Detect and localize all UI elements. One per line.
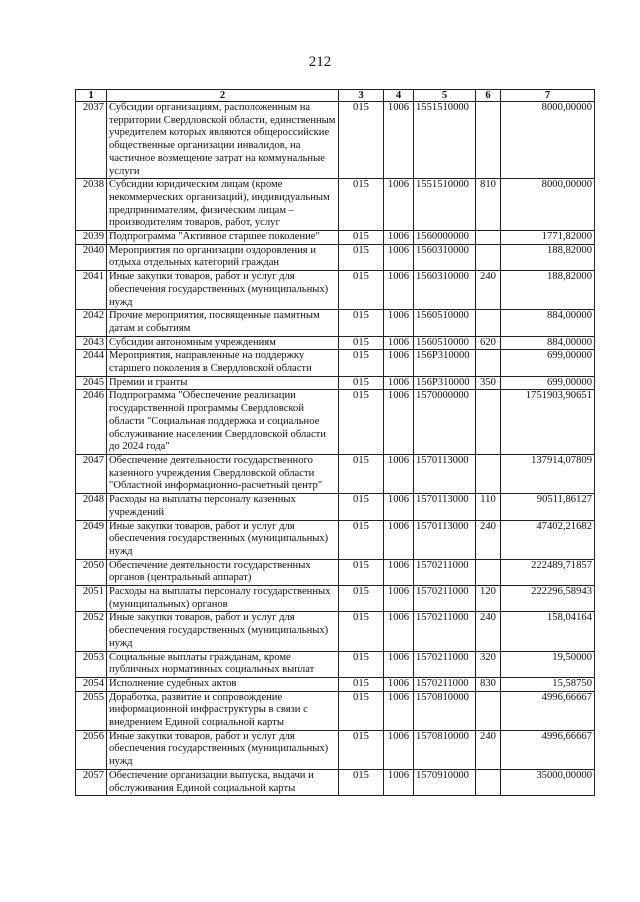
table-row	[76, 651, 595, 677]
row-amount: 699,00000	[501, 376, 595, 390]
row-expense-type: 810	[476, 179, 501, 231]
row-name: Иные закупки товаров, работ и услуг для обеспечения государственных (муниципальных) нужд	[107, 730, 339, 769]
row-ministry-code: 015	[339, 559, 384, 585]
row-number: 2048	[76, 494, 107, 520]
row-section-code: 1006	[384, 390, 414, 455]
row-expense-type	[476, 390, 501, 455]
row-target-code: 1570000000	[414, 390, 476, 455]
header-col-5: 5	[414, 90, 476, 102]
row-number: 2042	[76, 310, 107, 336]
row-name: Подпрограмма "Обеспечение реализации государственной программы Свердловской области "Социальная поддержка и социальное обслуживание населения Свердловской области до 2024 года"	[107, 390, 339, 455]
row-number: 2046	[76, 390, 107, 455]
row-target-code: 1560510000	[414, 336, 476, 350]
row-amount: 884,00000	[501, 336, 595, 350]
row-target-code: 1560510000	[414, 310, 476, 336]
row-amount: 19,50000	[501, 651, 595, 677]
row-number: 2052	[76, 612, 107, 651]
table-row	[76, 520, 595, 559]
table-row	[76, 586, 595, 612]
row-amount: 8000,00000	[501, 102, 595, 179]
table-row	[76, 494, 595, 520]
row-ministry-code: 015	[339, 730, 384, 769]
header-col-3: 3	[339, 90, 384, 102]
row-expense-type	[476, 310, 501, 336]
row-amount: 884,00000	[501, 310, 595, 336]
row-number: 2050	[76, 559, 107, 585]
row-section-code: 1006	[384, 677, 414, 691]
row-number: 2043	[76, 336, 107, 350]
row-ministry-code: 015	[339, 336, 384, 350]
row-name: Мероприятия, направленные на поддержку старшего поколения в Свердловской области	[107, 350, 339, 376]
row-expense-type: 350	[476, 376, 501, 390]
row-name: Расходы на выплаты персоналу государственных (муниципальных) органов	[107, 586, 339, 612]
row-ministry-code: 015	[339, 231, 384, 245]
table-row	[76, 244, 595, 270]
row-name: Иные закупки товаров, работ и услуг для обеспечения государственных (муниципальных) нужд	[107, 271, 339, 310]
table-row	[76, 691, 595, 730]
table-row	[76, 376, 595, 390]
row-target-code: 1570211000	[414, 586, 476, 612]
row-ministry-code: 015	[339, 350, 384, 376]
row-ministry-code: 015	[339, 390, 384, 455]
row-name: Обеспечение деятельности государственного казенного учреждения Свердловской области "Областной информационно-расчетный центр"	[107, 454, 339, 493]
row-ministry-code: 015	[339, 691, 384, 730]
row-name: Мероприятия по организации оздоровления и отдыха отдельных категорий граждан	[107, 244, 339, 270]
table-row	[76, 559, 595, 585]
row-target-code: 1570211000	[414, 651, 476, 677]
row-section-code: 1006	[384, 179, 414, 231]
row-name: Иные закупки товаров, работ и услуг для обеспечения государственных (муниципальных) нужд	[107, 520, 339, 559]
row-ministry-code: 015	[339, 310, 384, 336]
row-name: Обеспечение деятельности государственных органов (центральный аппарат)	[107, 559, 339, 585]
row-section-code: 1006	[384, 231, 414, 245]
table-row	[76, 730, 595, 769]
row-ministry-code: 015	[339, 651, 384, 677]
row-expense-type	[476, 559, 501, 585]
row-expense-type: 830	[476, 677, 501, 691]
row-target-code: 1570113000	[414, 454, 476, 493]
row-target-code: 1551510000	[414, 102, 476, 179]
row-ministry-code: 015	[339, 179, 384, 231]
table-row	[76, 102, 595, 179]
table-row	[76, 454, 595, 493]
row-name: Исполнение судебных актов	[107, 677, 339, 691]
row-name: Социальные выплаты гражданам, кроме публичных нормативных социальных выплат	[107, 651, 339, 677]
table-row	[76, 271, 595, 310]
row-expense-type: 620	[476, 336, 501, 350]
row-amount: 1771,82000	[501, 231, 595, 245]
row-ministry-code: 015	[339, 244, 384, 270]
table-row	[76, 310, 595, 336]
row-number: 2038	[76, 179, 107, 231]
row-section-code: 1006	[384, 336, 414, 350]
row-target-code: 156P310000	[414, 376, 476, 390]
row-ministry-code: 015	[339, 612, 384, 651]
row-expense-type	[476, 231, 501, 245]
row-amount: 158,04164	[501, 612, 595, 651]
row-number: 2055	[76, 691, 107, 730]
row-name: Премии и гранты	[107, 376, 339, 390]
row-target-code: 1570810000	[414, 691, 476, 730]
row-section-code: 1006	[384, 559, 414, 585]
header-col-4: 4	[384, 90, 414, 102]
row-amount: 137914,07809	[501, 454, 595, 493]
row-number: 2044	[76, 350, 107, 376]
row-name: Прочие мероприятия, посвященные памятным датам и событиям	[107, 310, 339, 336]
row-amount: 222489,71857	[501, 559, 595, 585]
row-number: 2051	[76, 586, 107, 612]
table-row	[76, 336, 595, 350]
row-number: 2039	[76, 231, 107, 245]
row-section-code: 1006	[384, 730, 414, 769]
table-row	[76, 390, 595, 455]
row-amount: 15,58750	[501, 677, 595, 691]
row-section-code: 1006	[384, 244, 414, 270]
row-ministry-code: 015	[339, 586, 384, 612]
row-number: 2040	[76, 244, 107, 270]
row-number: 2057	[76, 769, 107, 795]
row-name: Доработка, развитие и сопровождение информационной инфраструктуры в связи с внедрением Единой социальной карты	[107, 691, 339, 730]
row-amount: 35000,00000	[501, 769, 595, 795]
row-amount: 222296,58943	[501, 586, 595, 612]
row-expense-type: 240	[476, 520, 501, 559]
row-target-code: 1570211000	[414, 559, 476, 585]
row-section-code: 1006	[384, 376, 414, 390]
row-number: 2047	[76, 454, 107, 493]
row-target-code: 1560000000	[414, 231, 476, 245]
table-row	[76, 769, 595, 795]
row-section-code: 1006	[384, 769, 414, 795]
row-number: 2037	[76, 102, 107, 179]
row-section-code: 1006	[384, 102, 414, 179]
row-expense-type	[476, 691, 501, 730]
header-row	[76, 90, 595, 102]
row-amount: 699,00000	[501, 350, 595, 376]
header-col-2: 2	[107, 90, 339, 102]
row-name: Субсидии автономным учреждениям	[107, 336, 339, 350]
row-amount: 1751903,90651	[501, 390, 595, 455]
row-ministry-code: 015	[339, 677, 384, 691]
row-amount: 47402,21682	[501, 520, 595, 559]
row-section-code: 1006	[384, 651, 414, 677]
header-col-6: 6	[476, 90, 501, 102]
row-target-code: 1570810000	[414, 730, 476, 769]
row-target-code: 1570211000	[414, 612, 476, 651]
row-section-code: 1006	[384, 612, 414, 651]
row-section-code: 1006	[384, 271, 414, 310]
row-number: 2041	[76, 271, 107, 310]
row-number: 2056	[76, 730, 107, 769]
row-number: 2054	[76, 677, 107, 691]
header-col-7: 7	[501, 90, 595, 102]
row-section-code: 1006	[384, 691, 414, 730]
row-ministry-code: 015	[339, 520, 384, 559]
row-ministry-code: 015	[339, 271, 384, 310]
row-name: Расходы на выплаты персоналу казенных учреждений	[107, 494, 339, 520]
row-expense-type: 240	[476, 730, 501, 769]
table-row	[76, 677, 595, 691]
row-ministry-code: 015	[339, 454, 384, 493]
row-name: Субсидии организациям, расположенным на территории Свердловской области, единственным учредителем которых являются общероссийские общественные организации инвалидов, на частичное возмещение затрат на коммунальные услуги	[107, 102, 339, 179]
row-target-code: 1560310000	[414, 244, 476, 270]
row-number: 2045	[76, 376, 107, 390]
row-section-code: 1006	[384, 520, 414, 559]
row-target-code: 1551510000	[414, 179, 476, 231]
row-name: Подпрограмма "Активное старшее поколение"	[107, 231, 339, 245]
row-target-code: 156P310000	[414, 350, 476, 376]
row-target-code: 1570910000	[414, 769, 476, 795]
row-amount: 4996,66667	[501, 691, 595, 730]
row-amount: 90511,86127	[501, 494, 595, 520]
page-number: 212	[308, 54, 332, 70]
row-expense-type: 320	[476, 651, 501, 677]
table-row	[76, 612, 595, 651]
row-section-code: 1006	[384, 454, 414, 493]
row-expense-type	[476, 102, 501, 179]
table-row	[76, 350, 595, 376]
row-expense-type: 120	[476, 586, 501, 612]
row-expense-type	[476, 350, 501, 376]
row-ministry-code: 015	[339, 376, 384, 390]
row-target-code: 1570211000	[414, 677, 476, 691]
row-name: Обеспечение организации выпуска, выдачи и обслуживания Единой социальной карты	[107, 769, 339, 795]
row-expense-type	[476, 244, 501, 270]
row-number: 2049	[76, 520, 107, 559]
row-expense-type	[476, 769, 501, 795]
header-col-1: 1	[76, 90, 107, 102]
row-section-code: 1006	[384, 350, 414, 376]
row-target-code: 1560310000	[414, 271, 476, 310]
row-section-code: 1006	[384, 586, 414, 612]
row-expense-type: 240	[476, 612, 501, 651]
budget-table	[75, 89, 595, 796]
row-expense-type	[476, 454, 501, 493]
table-row	[76, 231, 595, 245]
row-amount: 188,82000	[501, 271, 595, 310]
row-section-code: 1006	[384, 310, 414, 336]
row-amount: 4996,66667	[501, 730, 595, 769]
row-expense-type: 240	[476, 271, 501, 310]
row-amount: 8000,00000	[501, 179, 595, 231]
row-ministry-code: 015	[339, 102, 384, 179]
row-section-code: 1006	[384, 494, 414, 520]
row-name: Иные закупки товаров, работ и услуг для обеспечения государственных (муниципальных) нужд	[107, 612, 339, 651]
row-number: 2053	[76, 651, 107, 677]
row-ministry-code: 015	[339, 494, 384, 520]
row-name: Субсидии юридическим лицам (кроме некоммерческих организаций), индивидуальным предпринимателям, физическим лицам – производителям товаров, работ, услуг	[107, 179, 339, 231]
row-target-code: 1570113000	[414, 494, 476, 520]
row-ministry-code: 015	[339, 769, 384, 795]
row-expense-type: 110	[476, 494, 501, 520]
row-target-code: 1570113000	[414, 520, 476, 559]
table-row	[76, 179, 595, 231]
row-amount: 188,82000	[501, 244, 595, 270]
